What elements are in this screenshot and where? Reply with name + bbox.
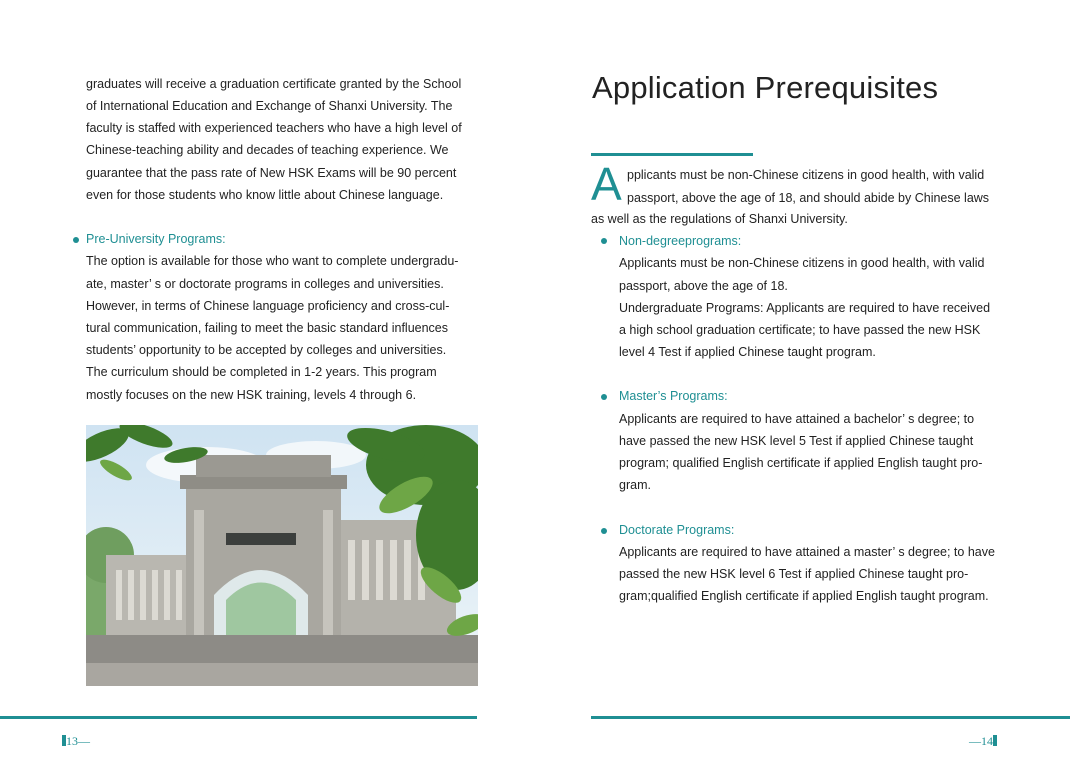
- intro-line: guarantee that the pass rate of New HSK Exams will be 90 percent: [86, 166, 457, 180]
- masters-line: have passed the new HSK level 5 Test if applied Chinese taught: [619, 434, 974, 448]
- intro-line: as well as the regulations of Shanxi University.: [591, 212, 848, 226]
- title-underline: [591, 153, 753, 156]
- pre-university-line: The curriculum should be completed in 1-2 years. This program: [86, 365, 437, 379]
- pre-university-line: tural communication, failing to meet the basic standard influences: [86, 321, 448, 335]
- pre-university-line: ate, master’ s or doctorate programs in colleges and universities.: [86, 277, 444, 291]
- page-number-left: 13—: [62, 734, 90, 749]
- university-gate-photo: [86, 425, 478, 686]
- masters-line: program; qualified English certificate if applied English taught pro-: [619, 456, 983, 470]
- intro-line: passport, above the age of 18, and should abide by Chinese laws: [627, 191, 990, 205]
- page-number-value: 13: [66, 734, 78, 748]
- footer-rule: [0, 716, 477, 719]
- doctorate-line: Applicants are required to have attained a master’ s degree; to have: [619, 545, 995, 559]
- non-degree-line: level 4 Test if applied Chinese taught program.: [619, 345, 876, 359]
- page-title: Application Prerequisites: [592, 70, 939, 105]
- masters-line: gram.: [619, 478, 651, 492]
- pre-university-line: The option is available for those who want to complete undergradu-: [86, 254, 459, 268]
- dropcap: A: [591, 158, 622, 210]
- intro-line: of International Education and Exchange of Shanxi University. The: [86, 99, 453, 113]
- doctorate-heading: Doctorate Programs:: [619, 523, 735, 537]
- pre-university-heading: Pre-University Programs:: [86, 232, 226, 246]
- footer-rule: [591, 716, 1070, 719]
- pre-university-line: mostly focuses on the new HSK training, levels 4 through 6.: [86, 388, 417, 402]
- non-degree-line: a high school graduation certificate; to have passed the new HSK: [619, 323, 981, 337]
- doctorate-line: passed the new HSK level 6 Test if applied Chinese taught pro-: [619, 567, 969, 581]
- page-number-right: —14: [969, 734, 997, 749]
- doctorate-line: gram;qualified English certificate if applied English taught program.: [619, 589, 989, 603]
- bullet-icon: [601, 528, 607, 534]
- bullet-icon: [601, 238, 607, 244]
- non-degree-line: Applicants must be non-Chinese citizens in good health, with valid: [619, 256, 985, 270]
- intro-line: even for those students who know little about Chinese language.: [86, 188, 444, 202]
- pre-university-line: However, in terms of Chinese language proficiency and cross-cul-: [86, 299, 450, 313]
- non-degree-line: passport, above the age of 18.: [619, 279, 788, 293]
- intro-line: graduates will receive a graduation certificate granted by the School: [86, 77, 462, 91]
- pre-university-line: students’ opportunity to be accepted by colleges and universities.: [86, 343, 447, 357]
- intro-line: faculty is staffed with experienced teachers who have a high level of: [86, 121, 462, 135]
- right-page: [535, 0, 1070, 782]
- footer-bar-icon: [993, 735, 997, 746]
- bullet-icon: [73, 237, 79, 243]
- masters-heading: Master’s Programs:: [619, 389, 728, 403]
- bullet-icon: [601, 394, 607, 400]
- page-number-value: 14: [981, 734, 993, 748]
- non-degree-line: Undergraduate Programs: Applicants are required to have received: [619, 301, 991, 315]
- intro-line: pplicants must be non-Chinese citizens in good health, with valid: [627, 168, 985, 182]
- non-degree-heading: Non-degreeprograms:: [619, 234, 742, 248]
- intro-line: Chinese-teaching ability and decades of teaching experience. We: [86, 143, 449, 157]
- masters-line: Applicants are required to have attained a bachelor’ s degree; to: [619, 412, 975, 426]
